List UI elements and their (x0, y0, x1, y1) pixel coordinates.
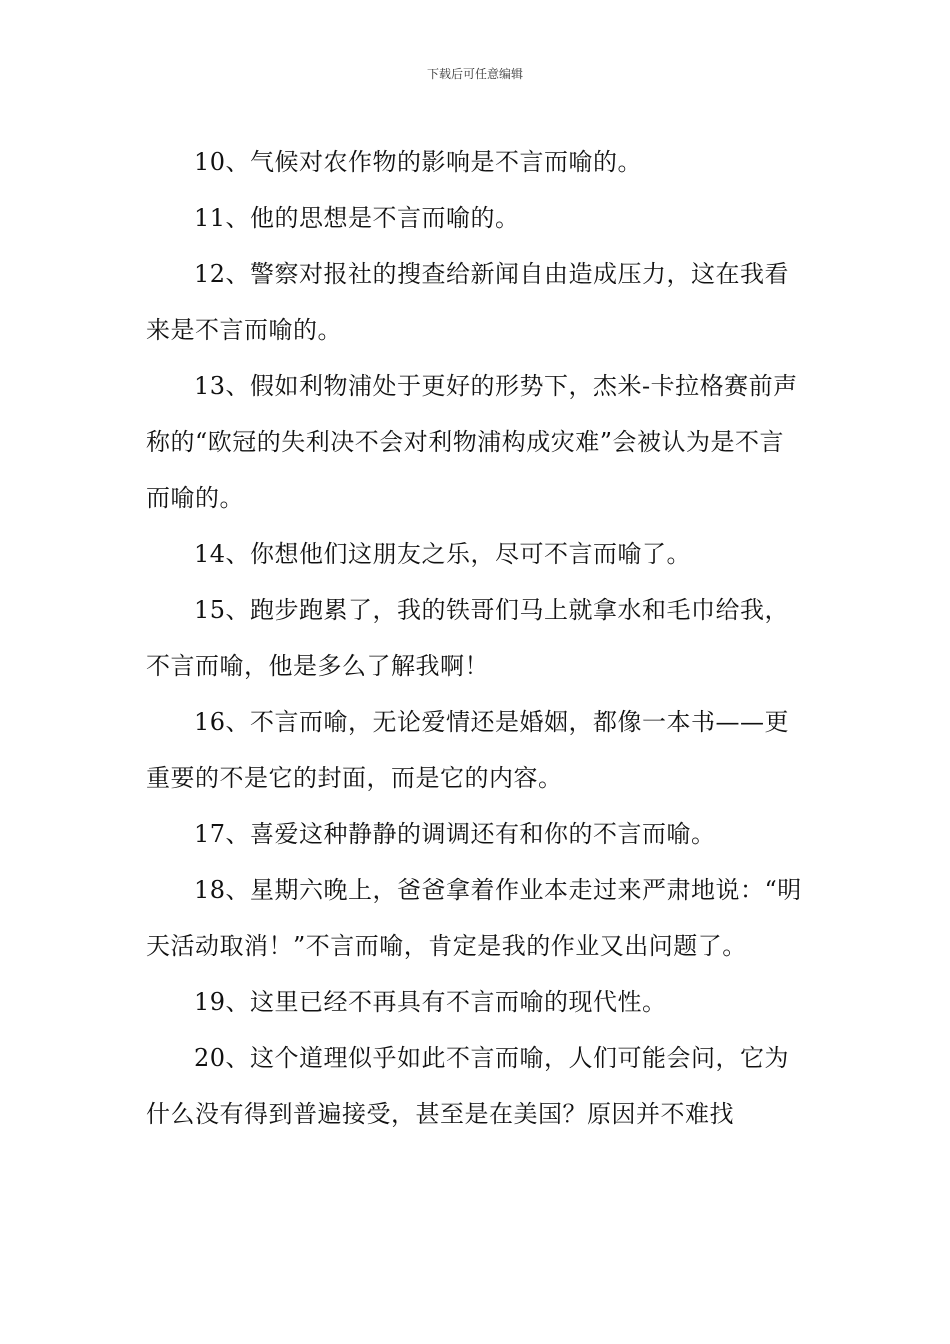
paragraph-20: 20、这个道理似乎如此不言而喻，人们可能会问，它为什么没有得到普遍接受，甚至是在美国？原因并不难找 (146, 1044, 790, 1128)
paragraph-15: 15、跑步跑累了，我的铁哥们马上就拿水和毛巾给我，不言而喻，他是多么了解我啊！ (146, 596, 790, 680)
paragraph-13: 13、假如利物浦处于更好的形势下，杰米-卡拉格赛前声称的“欧冠的失利决不会对利物浦构成灾难”会被认为是不言而喻的。 (146, 372, 798, 512)
paragraph-12: 12、警察对报社的搜查给新闻自由造成压力，这在我看来是不言而喻的。 (146, 260, 790, 344)
paragraph-17: 17、喜爱这种静静的调调还有和你的不言而喻。 (194, 820, 716, 848)
paragraph-14: 14、你想他们这朋友之乐，尽可不言而喻了。 (194, 540, 692, 568)
paragraph-10: 10、气候对农作物的影响是不言而喻的。 (194, 148, 643, 176)
paragraph-16: 16、不言而喻，无论爱情还是婚姻，都像一本书——更重要的不是它的封面，而是它的内容。 (146, 708, 790, 792)
page-header-note: 下载后可任意编辑 (426, 67, 523, 81)
paragraph-19: 19、这里已经不再具有不言而喻的现代性。 (194, 988, 667, 1016)
paragraph-18: 18、星期六晚上，爸爸拿着作业本走过来严肃地说：“明天活动取消！”不言而喻，肯定是我的作业又出问题了。 (146, 876, 802, 960)
paragraph-11: 11、他的思想是不言而喻的。 (194, 204, 520, 232)
document-body (146, 134, 808, 1142)
